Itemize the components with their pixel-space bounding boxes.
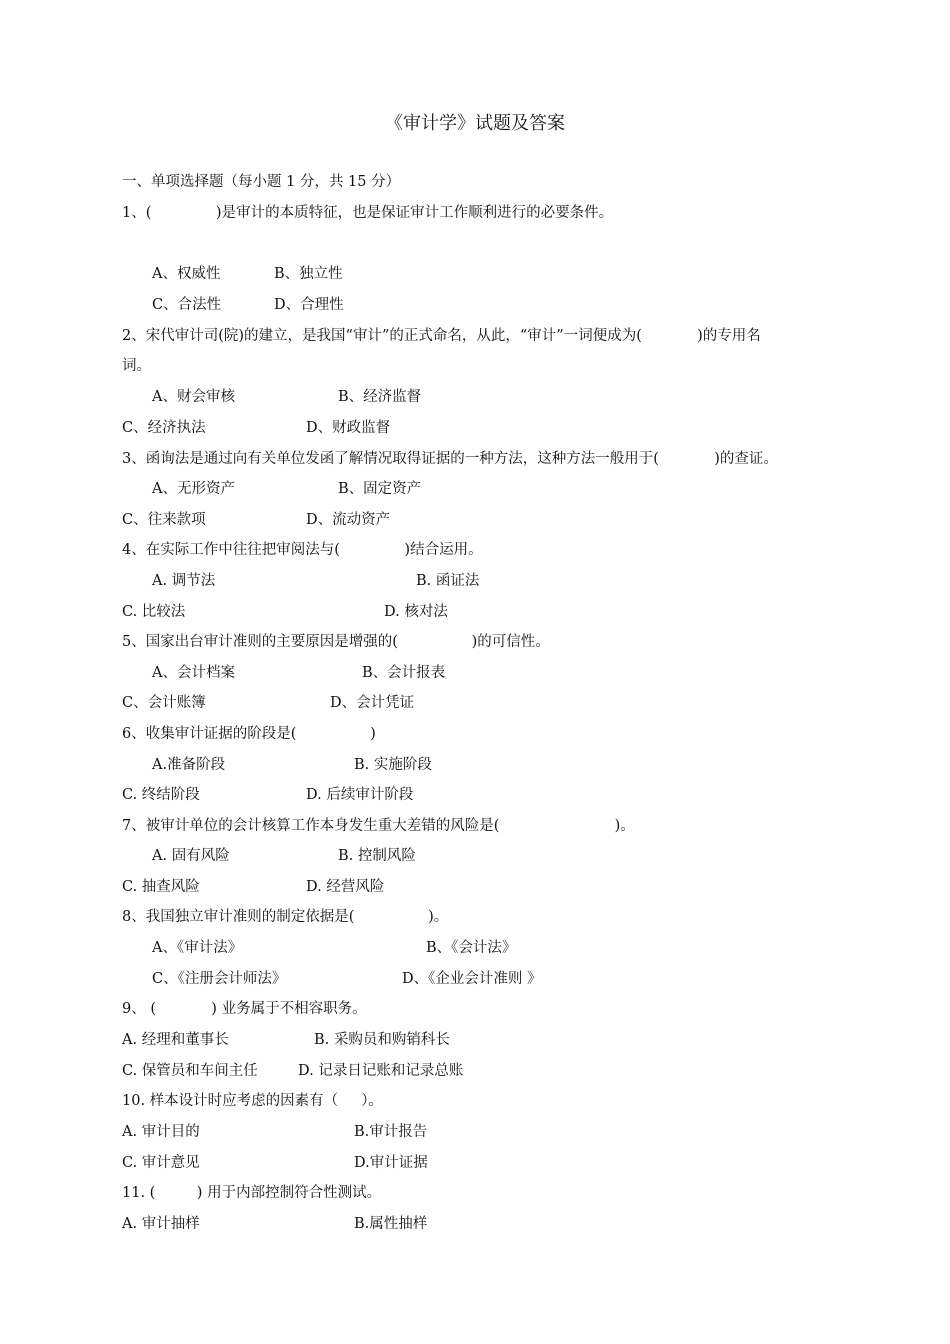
question-2-option-c: C、经济执法 [122,420,206,436]
question-2-stem-continued: 词。 [122,358,151,374]
question-7-option-c: C. 抽查风险 [122,879,200,895]
question-11-option-a: A. 审计抽样 [122,1216,200,1232]
question-3-option-d: D、流动资产 [306,512,391,528]
document-title: 《审计学》试题及答案 [385,113,565,134]
question-10-option-a: A. 审计目的 [122,1124,200,1140]
question-9-option-b: B. 采购员和购销科长 [314,1032,450,1048]
question-4-option-a: A. 调节法 [152,573,216,589]
question-9-option-c: C. 保管员和车间主任 [122,1063,258,1079]
question-1-option-b: B、独立性 [274,266,343,282]
question-10-stem: 10. 样本设计时应考虑的因素有（ ）。 [122,1093,383,1109]
question-6-option-d: D. 后续审计阶段 [306,787,414,803]
question-6-option-b: B. 实施阶段 [354,757,432,773]
question-6-stem: 6、收集审计证据的阶段是( ) [122,726,376,742]
question-7-stem: 7、被审计单位的会计核算工作本身发生重大差错的风险是( )。 [122,818,635,834]
question-10-option-b: B.审计报告 [354,1124,428,1140]
question-4-stem: 4、在实际工作中往往把审阅法与( )结合运用。 [122,542,483,558]
question-6-option-c: C. 终结阶段 [122,787,200,803]
question-7-option-d: D. 经营风险 [306,879,385,895]
question-10-option-c: C. 审计意见 [122,1155,200,1171]
question-8-option-d: D、《企业会计准则 》 [402,971,542,987]
question-2-option-d: D、财政监督 [306,420,391,436]
question-4-option-c: C. 比较法 [122,604,186,620]
question-4-option-d: D. 核对法 [384,604,448,620]
question-1-option-a: A、权威性 [152,266,221,282]
question-8-option-a: A、《审计法》 [152,940,243,956]
question-7-option-a: A. 固有风险 [152,848,230,864]
question-3-option-b: B、固定资产 [338,481,422,497]
question-5-stem: 5、国家出台审计准则的主要原因是增强的( )的可信性。 [122,634,550,650]
question-6-option-a: A.准备阶段 [152,757,226,773]
question-2-option-a: A、财会审核 [152,389,235,405]
question-9-option-a: A. 经理和董事长 [122,1032,229,1048]
question-2-stem: 2、宋代审计司(院)的建立，是我国“审计”的正式命名，从此，“审计”一词便成为( )的专用名 [122,328,761,344]
question-4-option-b: B. 函证法 [416,573,480,589]
question-1-option-d: D、合理性 [274,297,344,313]
question-3-option-c: C、往来款项 [122,512,206,528]
question-1-option-c: C、合法性 [152,297,222,313]
question-10-option-d: D.审计证据 [354,1155,428,1171]
question-11-stem: 11. ( ) 用于内部控制符合性测试。 [122,1185,382,1201]
question-11-option-b: B.属性抽样 [354,1216,428,1232]
section-heading: 一、单项选择题（每小题 1 分，共 15 分） [122,174,401,190]
question-8-option-b: B、《会计法》 [426,940,517,956]
question-8-stem: 8、我国独立审计准则的制定依据是( )。 [122,909,449,925]
question-3-stem: 3、函询法是通过向有关单位发函了解情况取得证据的一种方法，这种方法一般用于( )的查证。 [122,451,778,467]
question-1-stem: 1、( )是审计的本质特征，也是保证审计工作顺利进行的必要条件。 [122,205,614,221]
question-9-stem: 9、 ( ) 业务属于不相容职务。 [122,1001,367,1017]
question-8-option-c: C、《注册会计师法》 [152,971,287,987]
question-5-option-c: C、会计账簿 [122,695,206,711]
question-5-option-d: D、会计凭证 [330,695,415,711]
question-5-option-a: A、会计档案 [152,665,235,681]
question-2-option-b: B、经济监督 [338,389,422,405]
question-9-option-d: D. 记录日记账和记录总账 [298,1063,464,1079]
question-3-option-a: A、无形资产 [152,481,235,497]
question-7-option-b: B. 控制风险 [338,848,416,864]
question-5-option-b: B、会计报表 [362,665,446,681]
